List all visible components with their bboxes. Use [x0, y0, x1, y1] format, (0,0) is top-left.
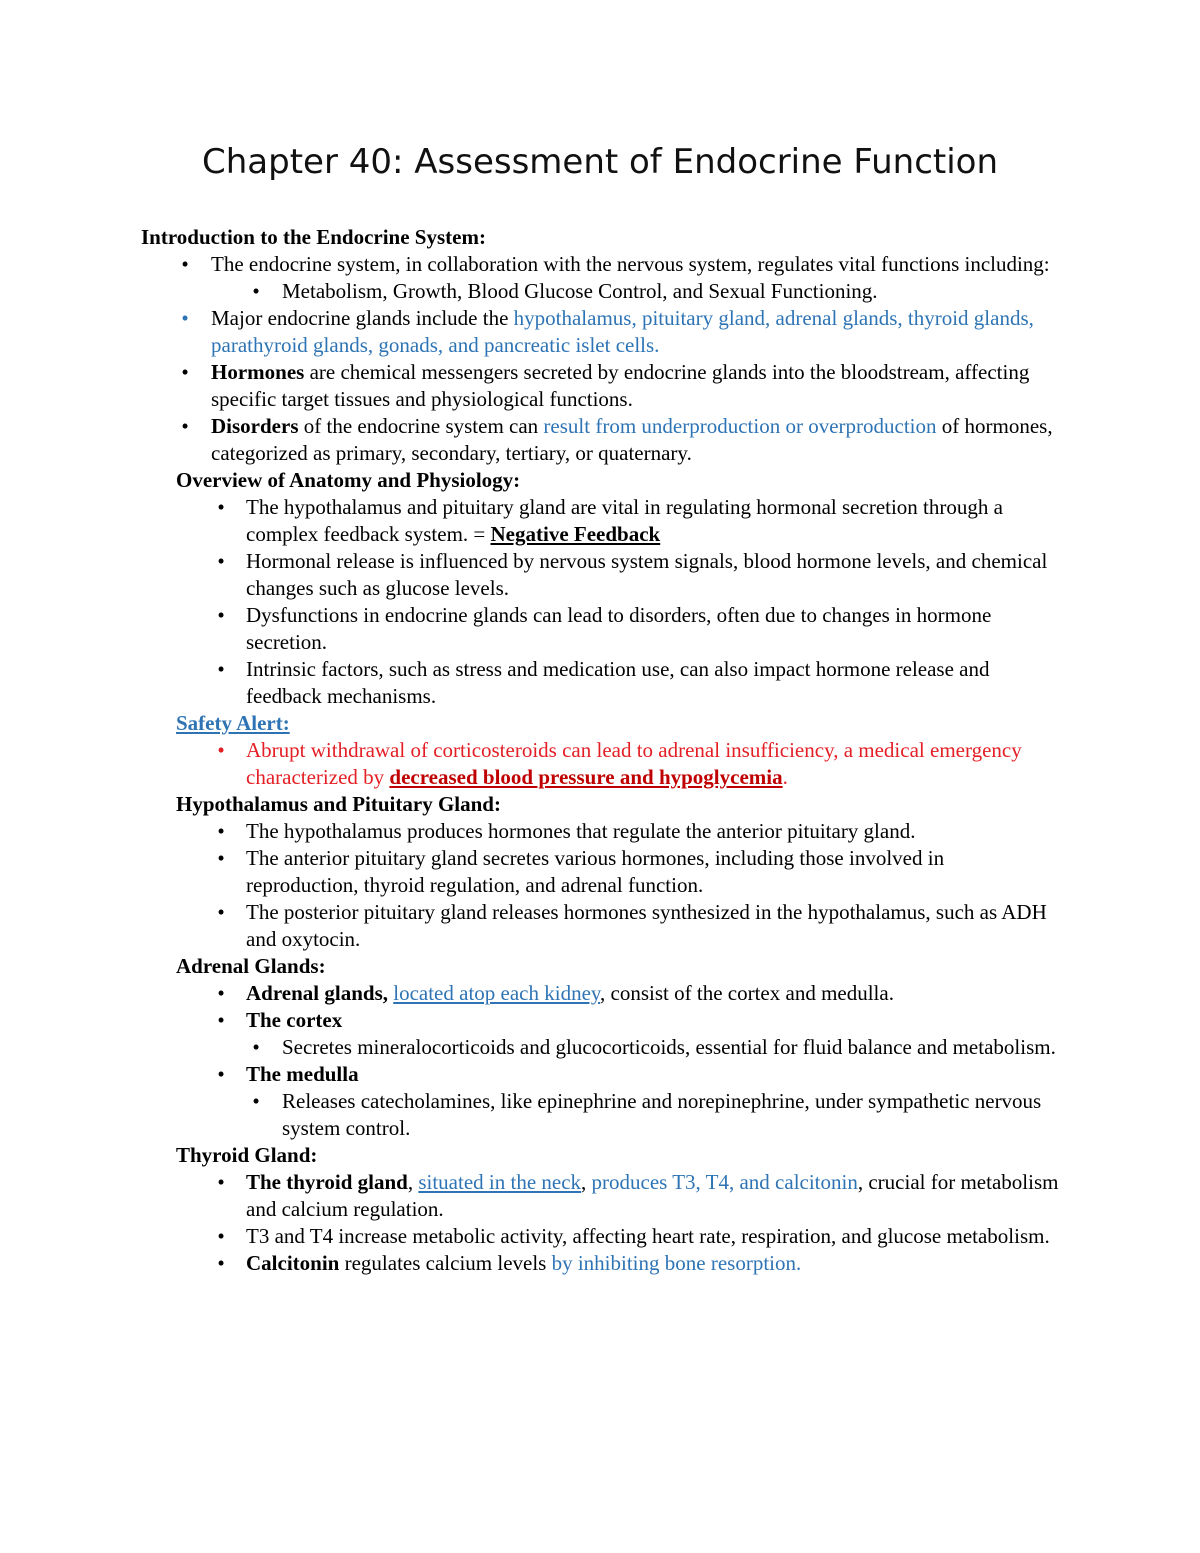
term: Disorders [211, 414, 299, 438]
introduction-list [0, 251, 1200, 467]
list-item: • Intrinsic factors, such as stress and medication use, can also impact hormone release and feedback mechanisms. [0, 656, 1061, 710]
term: The medulla [246, 1062, 359, 1086]
bullet-icon: • [217, 819, 225, 843]
anatomy-list [0, 494, 1200, 710]
section-heading-anatomy: Overview of Anatomy and Physiology: [176, 468, 521, 492]
list-item: • Adrenal glands, located atop each kidney, consist of the cortex and medulla. [0, 980, 1061, 1007]
bullet-icon: • [181, 252, 189, 276]
list-item: • Abrupt withdrawal of corticosteroids can lead to adrenal insufficiency, a medical emergency characterized by decreased blood pressure and hypoglycemia. [0, 737, 1061, 791]
section-heading-hypothalamus: Hypothalamus and Pituitary Gland: [176, 792, 501, 816]
list-item: • Disorders of the endocrine system can result from underproduction or overproduction of hormones, categorized as primary, secondary, tertiary, or quaternary. [0, 413, 1061, 467]
page-title: Chapter 40: Assessment of Endocrine Function [201, 142, 999, 182]
document-body [0, 224, 1200, 1277]
bullet-icon: • [217, 1062, 225, 1086]
term: Negative Feedback [490, 522, 661, 546]
thyroid-list [0, 1169, 1200, 1277]
bullet-icon: • [217, 846, 225, 870]
bullet-icon: • [181, 360, 189, 384]
highlight-text: hypothalamus, pituitary gland, adrenal glands, thyroid glands, parathyroid glands, gonads, and pancreatic islet cells. [211, 306, 1034, 357]
section-heading-thyroid: Thyroid Gland: [176, 1143, 318, 1167]
list-item: • Hormones are chemical messengers secreted by endocrine glands into the bloodstream, affecting specific target tissues and physiological functions. [0, 359, 1061, 413]
list-item: • The hypothalamus and pituitary gland are vital in regulating hormonal secretion through a complex feedback system. = Negative Feedback [0, 494, 1061, 548]
hyperlink[interactable]: located atop each kidney [393, 981, 601, 1005]
list-item: • Hormonal release is influenced by nervous system signals, blood hormone levels, and chemical changes such as glucose levels. [0, 548, 1061, 602]
bullet-icon: • [217, 1170, 225, 1194]
list-item: • The endocrine system, in collaboration with the nervous system, regulates vital functions including: [0, 251, 1061, 278]
term: The thyroid gland [246, 1170, 408, 1194]
safety-list [0, 737, 1200, 791]
highlight-text: by inhibiting bone resorption. [551, 1251, 802, 1275]
bullet-icon: • [252, 279, 260, 303]
list-item: • Major endocrine glands include the hypothalamus, pituitary gland, adrenal glands, thyroid glands, parathyroid glands, gonads, and pancreatic islet cells. [0, 305, 1061, 359]
section-heading-introduction: Introduction to the Endocrine System: [141, 225, 486, 249]
bullet-icon: • [217, 1224, 225, 1248]
term: The cortex [246, 1008, 343, 1032]
section-heading-safety-alert: Safety Alert: [176, 711, 290, 735]
bullet-icon: • [181, 414, 189, 438]
term: Adrenal glands, [246, 981, 388, 1005]
hypothalamus-list [0, 818, 1200, 953]
bullet-icon: • [217, 603, 225, 627]
bullet-icon: • [217, 1251, 225, 1275]
term: Calcitonin [246, 1251, 340, 1275]
bullet-icon: • [217, 738, 225, 762]
bullet-icon: • [181, 306, 189, 330]
list-item [0, 1061, 1061, 1088]
list-item: • Releases catecholamines, like epinephrine and norepinephrine, under sympathetic nervous system control. [0, 1088, 1062, 1142]
hyperlink[interactable]: situated in the neck [418, 1170, 582, 1194]
warning-text: decreased blood pressure and hypoglycemia [389, 765, 783, 789]
highlight-text: produces T3, T4, and calcitonin [591, 1170, 858, 1194]
bullet-icon: • [217, 981, 225, 1005]
bullet-icon: • [217, 495, 225, 519]
list-item: • The hypothalamus produces hormones that regulate the anterior pituitary gland. [0, 818, 1061, 845]
bullet-icon: • [252, 1035, 260, 1059]
bullet-icon: • [217, 1008, 225, 1032]
bullet-icon: • [217, 549, 225, 573]
section-heading-adrenal: Adrenal Glands: [176, 954, 326, 978]
adrenal-list [0, 980, 1200, 1142]
list-item: • The thyroid gland, situated in the neck, produces T3, T4, and calcitonin, crucial for metabolism and calcium regulation. [0, 1169, 1061, 1223]
list-item [0, 1007, 1061, 1034]
list-item: • Calcitonin regulates calcium levels by inhibiting bone resorption. [0, 1250, 1061, 1277]
list-item: • T3 and T4 increase metabolic activity, affecting heart rate, respiration, and glucose metabolism. [0, 1223, 1061, 1250]
list-item: • The posterior pituitary gland releases hormones synthesized in the hypothalamus, such as ADH and oxytocin. [0, 899, 1061, 953]
list-item: • The anterior pituitary gland secretes various hormones, including those involved in reproduction, thyroid regulation, and adrenal function. [0, 845, 1061, 899]
bullet-icon: • [217, 657, 225, 681]
highlight-text: result from underproduction or overproduction [543, 414, 937, 438]
bullet-icon: • [217, 900, 225, 924]
list-item: • Secretes mineralocorticoids and glucocorticoids, essential for fluid balance and metabolism. [0, 1034, 1062, 1061]
bullet-icon: • [252, 1089, 260, 1113]
list-item: • Dysfunctions in endocrine glands can lead to disorders, often due to changes in hormone secretion. [0, 602, 1061, 656]
list-item: • Metabolism, Growth, Blood Glucose Control, and Sexual Functioning. [0, 278, 1062, 305]
term: Hormones [211, 360, 305, 384]
